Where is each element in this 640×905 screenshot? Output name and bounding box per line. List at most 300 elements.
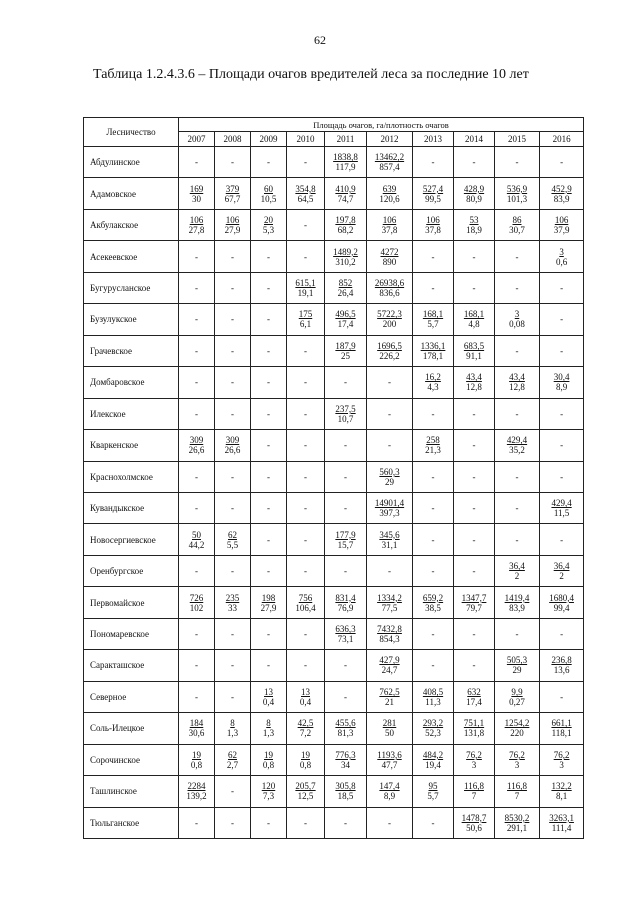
data-cell (454, 650, 495, 681)
area-value: 168,1 (463, 309, 485, 320)
density-value: 19,4 (425, 759, 441, 770)
no-data-value: - (195, 157, 198, 168)
data-cell (367, 367, 413, 398)
data-cell (215, 304, 251, 335)
data-cell (287, 241, 325, 272)
no-data-value: - (304, 534, 307, 545)
no-data-value: - (431, 283, 435, 294)
density-value: 2 (514, 571, 520, 582)
density-value: 220 (510, 728, 524, 739)
no-data-value: - (231, 251, 234, 262)
year-header: 2015 (495, 132, 540, 147)
area-value: 4272 (380, 246, 399, 257)
area-value: 106 (426, 215, 440, 226)
density-value: 81,3 (337, 728, 354, 739)
data-cell (454, 335, 495, 366)
data-cell (179, 587, 215, 618)
density-value: 7 (471, 791, 477, 802)
data-cell (251, 618, 287, 649)
table-row (84, 430, 584, 461)
no-data-value: - (431, 534, 435, 545)
no-data-value: - (472, 440, 476, 451)
area-value: 1419,4 (504, 592, 530, 603)
data-cell (495, 461, 540, 492)
density-value: 12,5 (297, 791, 314, 802)
area-value: 62 (228, 529, 237, 540)
area-value: 345,6 (379, 529, 400, 540)
table-row (84, 304, 584, 335)
no-data-value: - (304, 566, 307, 577)
data-cell (413, 681, 454, 712)
data-cell (495, 335, 540, 366)
data-cell (454, 147, 495, 178)
no-data-value: - (267, 817, 270, 828)
area-value: 659,2 (422, 592, 444, 603)
data-cell (413, 524, 454, 555)
area-value: 1838,8 (333, 152, 358, 163)
density-value: 29 (512, 665, 522, 676)
no-data-value: - (195, 408, 198, 419)
density-value: 118,1 (551, 728, 572, 739)
area-value: 62 (228, 749, 237, 760)
table-row (84, 713, 584, 744)
area-value: 20 (264, 215, 273, 226)
data-cell (251, 492, 287, 523)
density-value: 131,8 (463, 728, 485, 739)
density-value: 25 (341, 350, 350, 361)
no-data-value: - (472, 283, 476, 294)
density-value: 10,5 (260, 193, 277, 204)
no-data-value: - (515, 503, 519, 514)
year-header: 2010 (287, 132, 325, 147)
no-data-value: - (515, 283, 519, 294)
no-data-value: - (431, 817, 435, 828)
density-value: 5,7 (427, 791, 439, 802)
density-value: 30 (192, 193, 201, 204)
area-value: 50 (192, 529, 201, 540)
density-value: 18,5 (337, 791, 354, 802)
density-value: 12,8 (466, 382, 482, 393)
area-value: 1489,2 (333, 246, 358, 257)
density-value: 3 (514, 759, 520, 770)
no-data-value: - (267, 566, 270, 577)
area-value: 3 (559, 246, 564, 257)
area-value: 281 (382, 718, 397, 729)
data-cell (251, 744, 287, 775)
area-value: 184 (189, 718, 204, 729)
no-data-value: - (560, 534, 564, 545)
no-data-value: - (472, 660, 476, 671)
table-row (84, 681, 584, 712)
data-cell (540, 492, 584, 523)
area-value: 1336,1 (420, 340, 446, 351)
area-value: 13462,2 (374, 152, 405, 163)
data-cell (495, 524, 540, 555)
data-cell (325, 713, 367, 744)
page-number: 62 (314, 33, 326, 47)
table-body (84, 147, 584, 839)
density-value: 106,4 (295, 602, 316, 613)
table-row (84, 209, 584, 240)
data-cell (454, 681, 495, 712)
no-data-value: - (304, 220, 307, 231)
no-data-value: - (304, 817, 307, 828)
density-value: 291,1 (506, 822, 528, 833)
data-cell (287, 492, 325, 523)
data-cell (367, 430, 413, 461)
area-value: 408,5 (422, 686, 444, 697)
data-cell (495, 241, 540, 272)
data-cell (179, 776, 215, 807)
year-header: 2014 (454, 132, 495, 147)
no-data-value: - (388, 408, 391, 419)
density-value: 397,3 (379, 508, 400, 519)
data-cell (540, 304, 584, 335)
no-data-value: - (515, 534, 519, 545)
area-value: 8530,2 (504, 812, 530, 823)
density-value: 5,3 (262, 225, 275, 236)
density-value: 6,1 (299, 319, 312, 330)
no-data-value: - (560, 314, 564, 325)
no-data-value: - (267, 440, 270, 451)
data-cell (179, 744, 215, 775)
density-value: 120,6 (379, 193, 400, 204)
area-value: 116,8 (464, 781, 484, 792)
data-cell (367, 178, 413, 209)
density-value: 2 (559, 571, 564, 582)
area-value: 615,1 (295, 278, 316, 289)
data-cell (454, 209, 495, 240)
data-cell (413, 367, 454, 398)
no-data-value: - (195, 503, 198, 514)
area-value: 831,4 (335, 592, 356, 603)
density-value: 10,7 (337, 413, 354, 424)
no-data-value: - (267, 345, 270, 356)
no-data-value: - (515, 471, 519, 482)
area-value: 293,2 (422, 718, 444, 729)
area-value: 36,4 (509, 561, 525, 572)
data-cell (287, 367, 325, 398)
data-cell (325, 367, 367, 398)
density-value: 11,3 (425, 696, 441, 707)
data-cell (215, 335, 251, 366)
density-value: 29 (385, 476, 394, 487)
year-header: 2011 (325, 132, 367, 147)
no-data-value: - (344, 566, 347, 577)
data-cell (495, 681, 540, 712)
data-cell (325, 650, 367, 681)
no-data-value: - (267, 251, 270, 262)
area-value: 14901,4 (374, 498, 405, 509)
density-value: 27,9 (260, 602, 277, 613)
year-header: 2008 (215, 132, 251, 147)
data-cell (287, 272, 325, 303)
year-header: 2009 (251, 132, 287, 147)
data-cell (367, 398, 413, 429)
area-value: 26938,6 (374, 278, 405, 289)
density-value: 38,5 (425, 602, 441, 613)
data-cell (287, 587, 325, 618)
data-cell (179, 461, 215, 492)
area-value: 560,3 (379, 466, 400, 477)
density-value: 226,2 (379, 350, 400, 361)
data-cell (179, 807, 215, 838)
data-cell (179, 335, 215, 366)
area-value: 8 (266, 718, 271, 729)
data-cell (325, 241, 367, 272)
no-data-value: - (304, 345, 307, 356)
forestry-name: Грачевское (84, 335, 179, 366)
data-cell (367, 304, 413, 335)
data-cell (413, 304, 454, 335)
no-data-value: - (304, 471, 307, 482)
density-value: 73,1 (337, 634, 354, 645)
data-cell (251, 178, 287, 209)
data-cell (179, 555, 215, 586)
density-value: 3 (471, 759, 477, 770)
data-cell (287, 398, 325, 429)
no-data-value: - (267, 157, 270, 168)
data-cell (495, 272, 540, 303)
no-data-value: - (267, 408, 270, 419)
data-cell (413, 650, 454, 681)
data-cell (540, 209, 584, 240)
density-value: 30,7 (509, 225, 525, 236)
forestry-name: Пономаревское (84, 618, 179, 649)
data-cell (367, 492, 413, 523)
data-cell (413, 398, 454, 429)
data-cell (179, 241, 215, 272)
no-data-value: - (195, 817, 198, 828)
area-value: 19 (192, 749, 201, 760)
data-cell (540, 272, 584, 303)
no-data-value: - (560, 629, 564, 640)
density-value: 0,4 (262, 696, 275, 707)
area-value: 309 (189, 435, 204, 446)
no-data-value: - (195, 283, 198, 294)
density-value: 0,27 (509, 696, 525, 707)
data-cell (287, 681, 325, 712)
area-value: 106 (554, 215, 569, 226)
area-value: 354,8 (295, 183, 316, 194)
data-cell (287, 461, 325, 492)
data-cell (367, 776, 413, 807)
area-value: 43,4 (466, 372, 482, 383)
no-data-value: - (231, 408, 234, 419)
data-cell (413, 430, 454, 461)
data-cell (215, 461, 251, 492)
data-cell (251, 681, 287, 712)
density-value: 77,5 (381, 602, 398, 613)
no-data-value: - (388, 440, 391, 451)
data-cell (179, 304, 215, 335)
density-value: 836,6 (379, 288, 400, 299)
area-value: 76,2 (509, 749, 525, 760)
data-cell (540, 241, 584, 272)
data-cell (413, 335, 454, 366)
data-cell (251, 555, 287, 586)
data-cell (540, 807, 584, 838)
forestry-name: Кваркенское (84, 430, 179, 461)
area-value: 106 (189, 215, 204, 226)
data-cell (179, 398, 215, 429)
no-data-value: - (231, 691, 234, 702)
data-cell (215, 587, 251, 618)
area-value: 636,3 (335, 624, 356, 635)
data-cell (454, 272, 495, 303)
data-cell (540, 367, 584, 398)
no-data-value: - (231, 817, 234, 828)
density-value: 857,4 (379, 162, 400, 173)
no-data-value: - (388, 377, 391, 388)
data-cell (179, 650, 215, 681)
area-value: 19 (301, 749, 310, 760)
table-row (84, 492, 584, 523)
area-value: 1193,6 (377, 749, 402, 760)
data-cell (215, 272, 251, 303)
no-data-value: - (267, 503, 270, 514)
data-cell (215, 744, 251, 775)
forestry-name: Кувандыкское (84, 492, 179, 523)
data-cell (367, 147, 413, 178)
no-data-value: - (195, 660, 198, 671)
density-value: 83,9 (509, 602, 525, 613)
data-cell (325, 461, 367, 492)
no-data-value: - (231, 566, 234, 577)
density-value: 37,8 (425, 225, 441, 236)
area-value: 168,1 (422, 309, 444, 320)
data-cell (454, 304, 495, 335)
no-data-value: - (304, 408, 307, 419)
density-value: 0,8 (262, 759, 275, 770)
no-data-value: - (195, 377, 198, 388)
data-cell (325, 398, 367, 429)
data-cell (215, 430, 251, 461)
no-data-value: - (267, 283, 270, 294)
data-cell (495, 650, 540, 681)
data-cell (251, 430, 287, 461)
no-data-value: - (267, 629, 270, 640)
data-cell (215, 681, 251, 712)
no-data-value: - (231, 786, 234, 797)
area-value: 305,8 (335, 781, 356, 792)
data-cell (215, 209, 251, 240)
area-value: 484,2 (422, 749, 444, 760)
area-value: 19 (264, 749, 273, 760)
data-cell (325, 304, 367, 335)
data-cell (454, 807, 495, 838)
forestry-name: Первомайское (84, 587, 179, 618)
data-cell (325, 555, 367, 586)
no-data-value: - (388, 566, 391, 577)
data-cell (251, 398, 287, 429)
no-data-value: - (515, 629, 519, 640)
area-value: 410,9 (335, 183, 356, 194)
data-cell (367, 241, 413, 272)
data-cell (325, 524, 367, 555)
data-cell (367, 335, 413, 366)
table-row (84, 178, 584, 209)
no-data-value: - (431, 503, 435, 514)
data-cell (495, 398, 540, 429)
forestry-name: Сорочинское (84, 744, 179, 775)
density-value: 24,7 (381, 665, 398, 676)
forestry-name: Домбаровское (84, 367, 179, 398)
density-value: 4,3 (427, 382, 439, 393)
no-data-value: - (472, 534, 476, 545)
no-data-value: - (515, 157, 519, 168)
density-value: 26,6 (188, 445, 205, 456)
no-data-value: - (431, 471, 435, 482)
area-value: 496,5 (335, 309, 356, 320)
data-cell (454, 744, 495, 775)
data-cell (367, 618, 413, 649)
area-value: 106 (225, 215, 240, 226)
data-cell (287, 430, 325, 461)
data-cell (325, 587, 367, 618)
no-data-value: - (195, 345, 198, 356)
no-data-value: - (231, 503, 234, 514)
forestry-name: Новосергиевское (84, 524, 179, 555)
no-data-value: - (560, 440, 564, 451)
area-value: 43,4 (509, 372, 525, 383)
data-cell (251, 807, 287, 838)
area-value: 428,9 (463, 183, 485, 194)
data-cell (540, 461, 584, 492)
area-value: 756 (298, 592, 313, 603)
area-value: 2284 (187, 781, 206, 792)
no-data-value: - (472, 408, 476, 419)
density-value: 8,9 (555, 382, 568, 393)
data-cell (413, 618, 454, 649)
density-value: 200 (382, 319, 397, 330)
data-cell (367, 461, 413, 492)
column-group-header: Площадь очагов, га/плотность очагов (179, 118, 584, 132)
data-cell (540, 776, 584, 807)
data-cell (287, 178, 325, 209)
density-value: 8,9 (383, 791, 396, 802)
no-data-value: - (195, 629, 198, 640)
data-cell (325, 807, 367, 838)
data-cell (251, 367, 287, 398)
area-value: 8 (230, 718, 235, 729)
density-value: 27,9 (224, 225, 241, 236)
density-value: 26,6 (224, 445, 241, 456)
no-data-value: - (560, 408, 564, 419)
no-data-value: - (515, 345, 519, 356)
table-row (84, 744, 584, 775)
data-cell (540, 681, 584, 712)
data-cell (454, 713, 495, 744)
no-data-value: - (431, 566, 435, 577)
density-value: 91,1 (466, 350, 482, 361)
table-row (84, 241, 584, 272)
density-value: 4,8 (468, 319, 480, 330)
forestry-name: Бузулукское (84, 304, 179, 335)
no-data-value: - (231, 314, 234, 325)
density-value: 111,4 (551, 822, 572, 833)
forestry-name: Абдулинское (84, 147, 179, 178)
area-value: 3263,1 (549, 812, 574, 823)
area-value: 1334,2 (377, 592, 402, 603)
data-cell (540, 147, 584, 178)
data-cell (495, 587, 540, 618)
data-cell (251, 272, 287, 303)
data-cell (454, 367, 495, 398)
data-cell (540, 587, 584, 618)
area-value: 1478,7 (461, 812, 487, 823)
data-cell (540, 713, 584, 744)
